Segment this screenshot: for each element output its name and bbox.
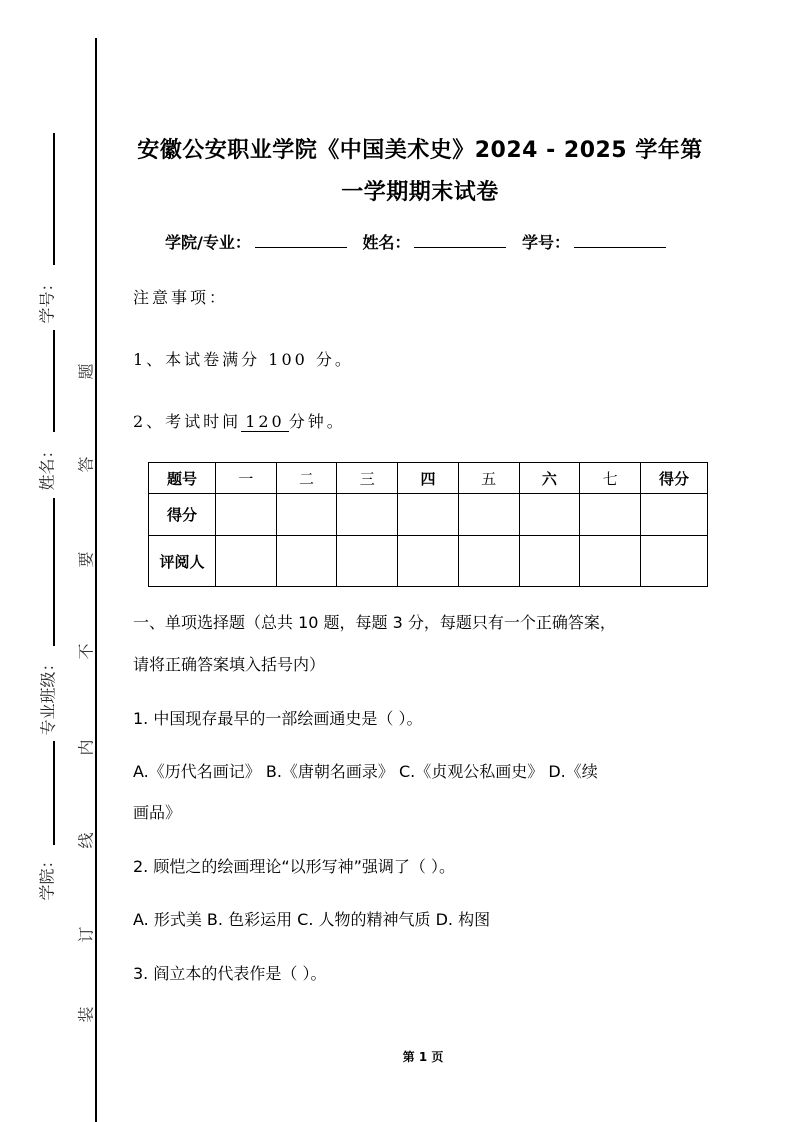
fill-line-name xyxy=(53,330,55,432)
notice-item-1: 1、本试卷满分 100 分。 xyxy=(133,350,354,369)
notice-item-2-suffix: 分钟。 xyxy=(288,412,346,431)
margin-label-student-id: 学号： xyxy=(37,275,57,324)
seal-char: 题 xyxy=(76,363,96,380)
fill-line-major-class xyxy=(53,498,55,646)
binding-border-line xyxy=(95,38,97,1122)
exam-duration-value: 120 xyxy=(241,412,289,432)
row-label-score: 得分 xyxy=(149,494,216,536)
fill-line-student-id xyxy=(53,133,55,265)
reviewer-cell[interactable] xyxy=(458,536,519,587)
question-1-stem: 1. 中国现存最早的一部绘画通史是（ ）。 xyxy=(133,709,423,728)
seal-char: 订 xyxy=(76,926,96,943)
score-row xyxy=(149,494,708,536)
page-number: 第 1 页 xyxy=(402,1050,444,1064)
section1-heading-line2: 请将正确答案填入括号内） xyxy=(133,655,326,674)
notice-item-2-prefix: 2、考试时间 xyxy=(133,412,242,431)
seal-char: 不 xyxy=(76,643,96,660)
info-label-name: 姓名： xyxy=(362,233,411,252)
header-cell: 题号 xyxy=(149,463,216,494)
score-cell[interactable] xyxy=(337,494,398,536)
header-cell: 得分 xyxy=(641,463,708,494)
student-info-line xyxy=(165,230,676,253)
reviewer-cell[interactable] xyxy=(276,536,337,587)
student-id-field[interactable] xyxy=(574,233,666,248)
score-cell[interactable] xyxy=(641,494,708,536)
header-cell: 五 xyxy=(458,463,519,494)
header-cell: 七 xyxy=(580,463,641,494)
question-1-options-line2: 画品》 xyxy=(133,803,182,822)
margin-label-college: 学院： xyxy=(37,852,57,901)
header-cell: 二 xyxy=(276,463,337,494)
info-label-student-id: 学号： xyxy=(522,233,571,252)
reviewer-cell[interactable] xyxy=(398,536,459,587)
seal-char: 内 xyxy=(76,739,96,756)
score-table xyxy=(148,462,708,587)
header-cell: 一 xyxy=(216,463,277,494)
seal-char: 答 xyxy=(76,456,96,473)
score-cell[interactable] xyxy=(216,494,277,536)
notice-item-2 xyxy=(133,409,346,432)
section1-heading-line1: 一、单项选择题（总共 10 题，每题 3 分，每题只有一个正确答案， xyxy=(133,613,616,632)
header-cell: 四 xyxy=(398,463,459,494)
fill-line-college xyxy=(53,741,55,845)
question-2-stem: 2. 顾恺之的绘画理论“以形写神”强调了（ ）。 xyxy=(133,857,456,876)
college-major-field[interactable] xyxy=(255,233,347,248)
score-cell[interactable] xyxy=(276,494,337,536)
question-3-stem: 3. 阎立本的代表作是（ ）。 xyxy=(133,964,327,983)
reviewer-cell[interactable] xyxy=(580,536,641,587)
seal-char: 装 xyxy=(76,1006,96,1023)
score-table-header-row xyxy=(149,463,708,494)
score-cell[interactable] xyxy=(519,494,580,536)
reviewer-row xyxy=(149,536,708,587)
info-label-college-major: 学院/专业： xyxy=(165,233,251,252)
seal-char: 要 xyxy=(76,551,96,568)
notice-heading: 注意事项： xyxy=(133,288,229,307)
header-cell: 六 xyxy=(519,463,580,494)
margin-label-major-class: 专业班级： xyxy=(38,655,58,736)
exam-title-line2: 一学期期末试卷 xyxy=(341,180,499,205)
name-field[interactable] xyxy=(414,233,506,248)
score-cell[interactable] xyxy=(458,494,519,536)
reviewer-cell[interactable] xyxy=(216,536,277,587)
reviewer-cell[interactable] xyxy=(641,536,708,587)
margin-label-name: 姓名： xyxy=(37,442,57,491)
question-1-options-line1: A.《历代名画记》 B.《唐朝名画录》 C.《贞观公私画史》 D.《续 xyxy=(133,762,598,781)
question-2-options: A. 形式美 B. 色彩运用 C. 人物的精神气质 D. 构图 xyxy=(133,910,491,929)
seal-char: 线 xyxy=(76,832,96,849)
header-cell: 三 xyxy=(337,463,398,494)
exam-title-line1: 安徽公安职业学院《中国美术史》2024 - 2025 学年第 xyxy=(137,138,703,163)
score-cell[interactable] xyxy=(580,494,641,536)
reviewer-cell[interactable] xyxy=(519,536,580,587)
row-label-reviewer: 评阅人 xyxy=(149,536,216,587)
reviewer-cell[interactable] xyxy=(337,536,398,587)
score-cell[interactable] xyxy=(398,494,459,536)
